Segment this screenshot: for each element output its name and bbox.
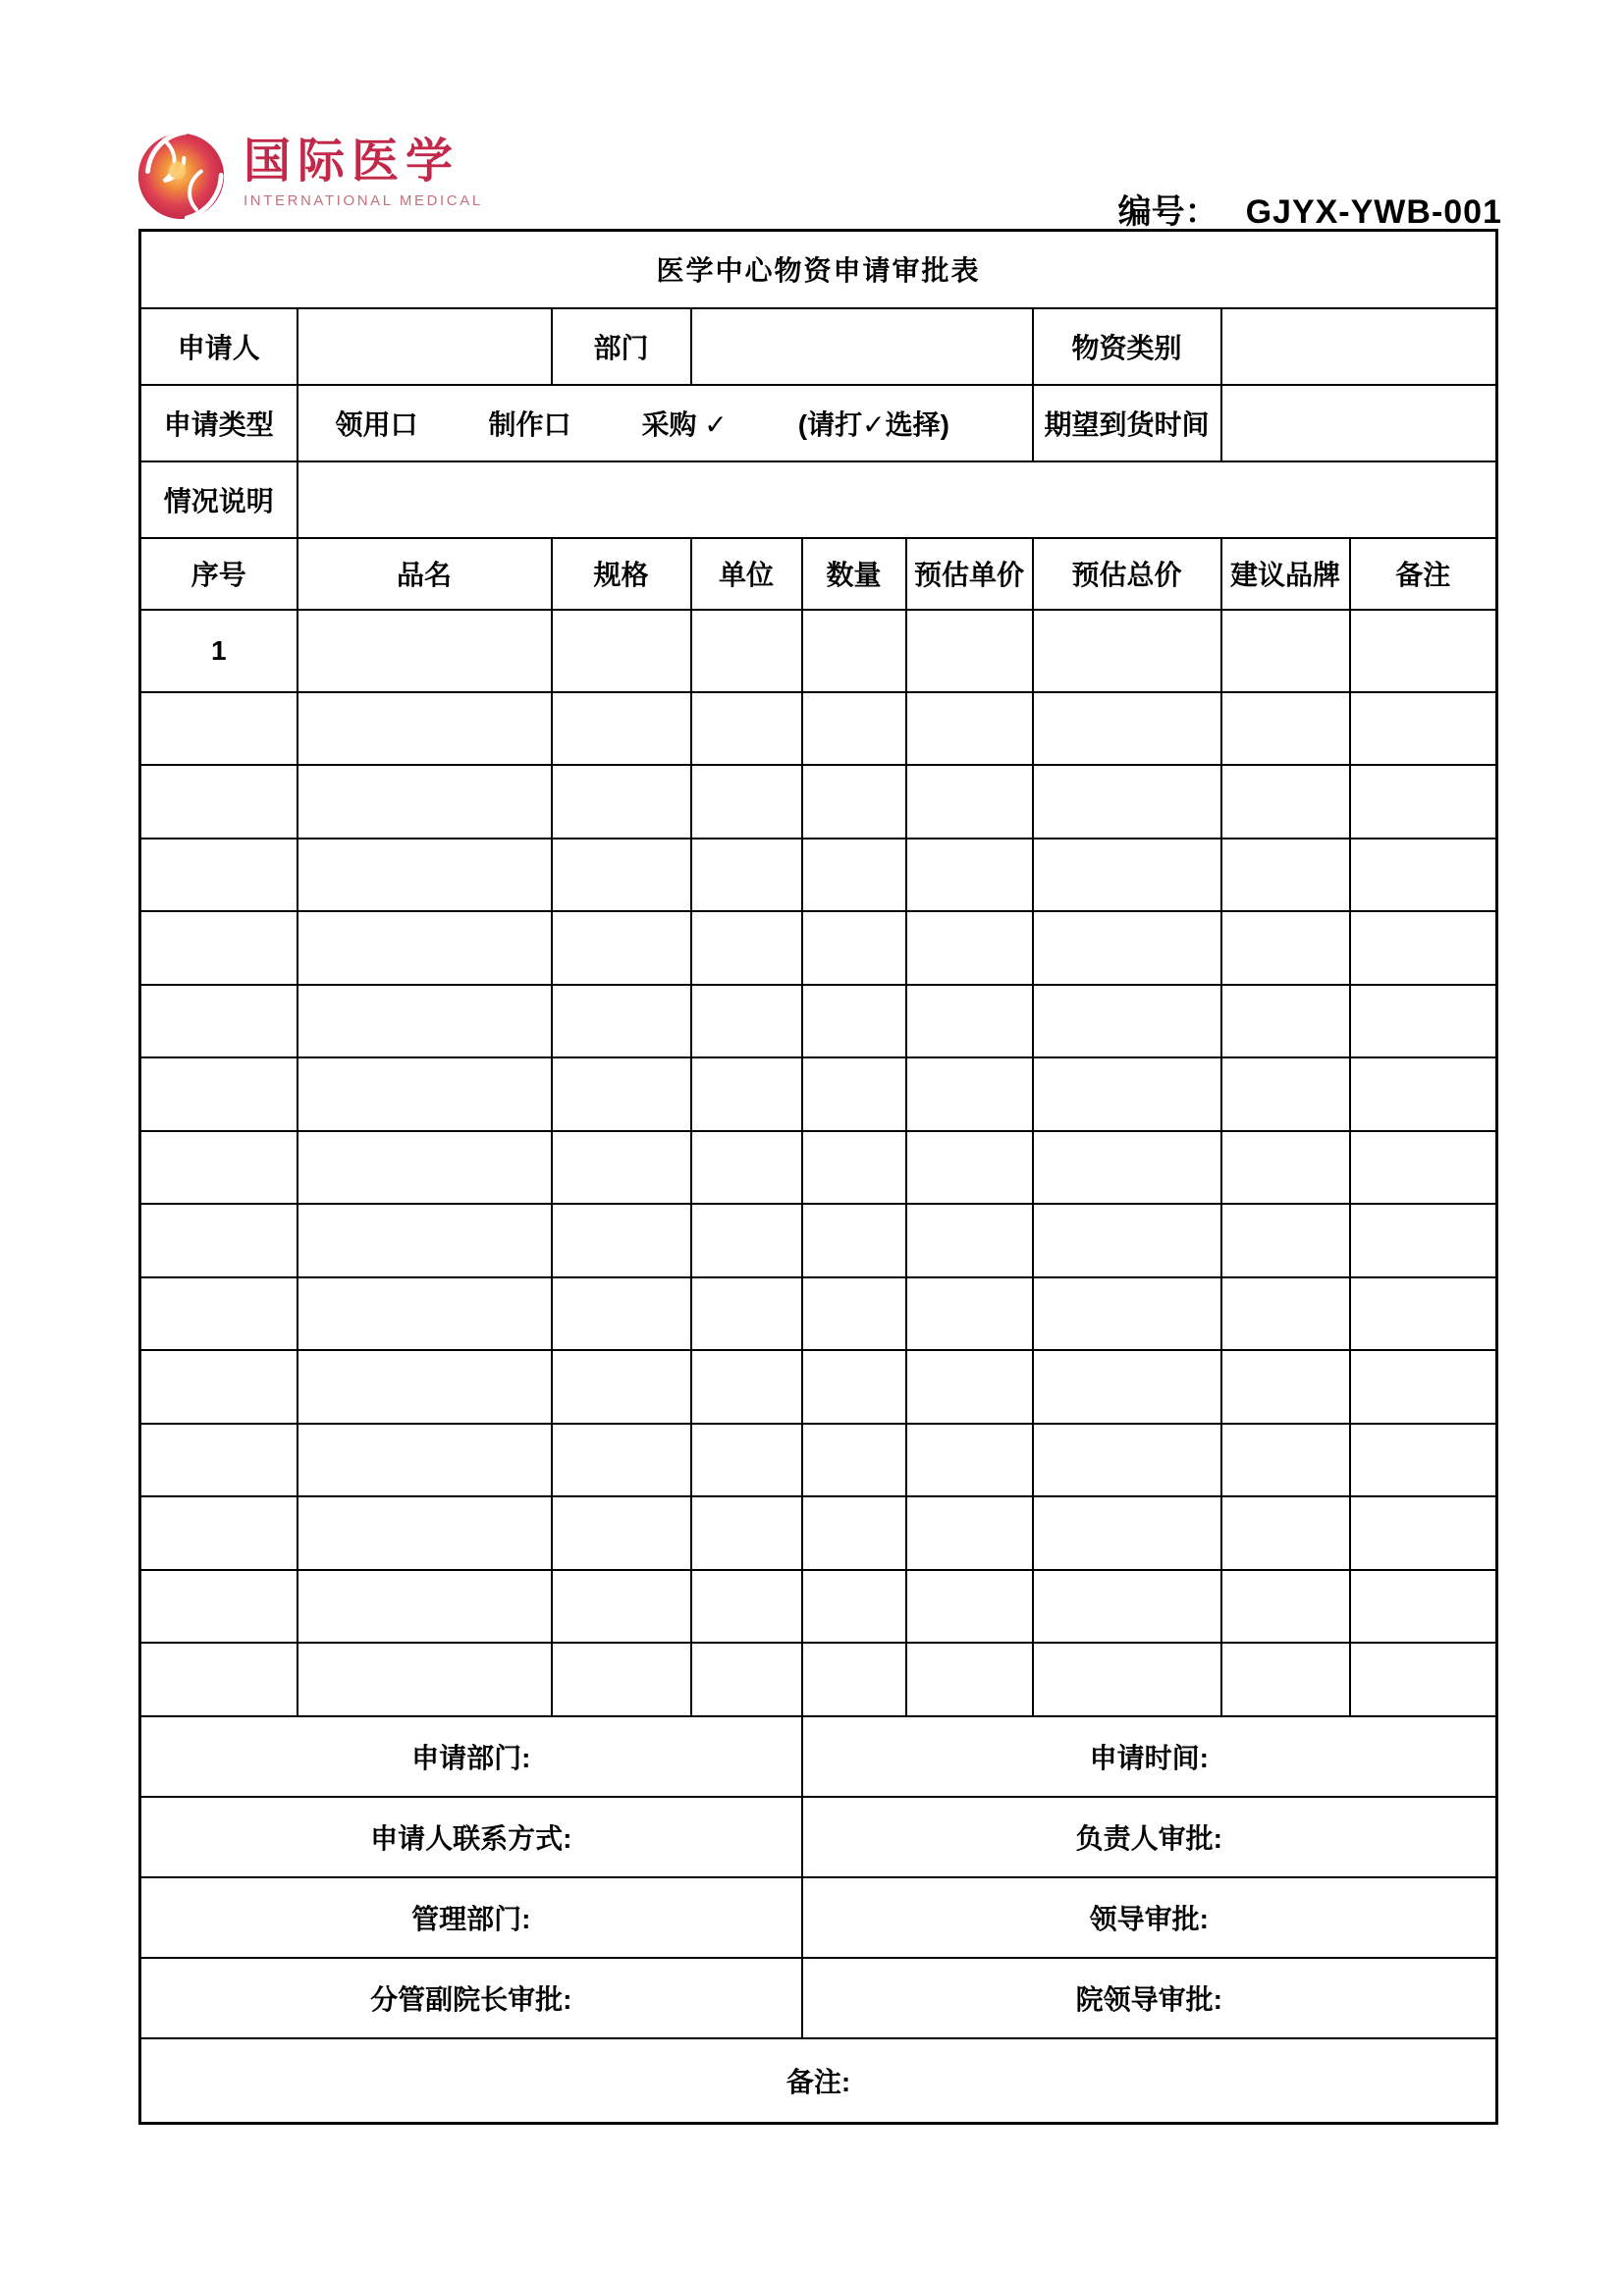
brand-logo bbox=[133, 126, 483, 221]
item-cell bbox=[1350, 1570, 1497, 1644]
item-cell bbox=[140, 911, 298, 985]
option-collect: 领用口 bbox=[335, 408, 418, 440]
logo-text-en: INTERNATIONAL MEDICAL bbox=[244, 192, 483, 210]
option-hint: (请打✓选择) bbox=[797, 408, 949, 440]
item-cell bbox=[1350, 1643, 1497, 1716]
item-cell bbox=[298, 1057, 552, 1131]
item-cell bbox=[298, 1424, 552, 1497]
item-cell bbox=[552, 985, 691, 1058]
item-cell bbox=[1350, 1204, 1497, 1277]
item-cell bbox=[298, 1131, 552, 1205]
item-cell bbox=[140, 1350, 298, 1424]
item-cell bbox=[1033, 1570, 1221, 1644]
item-cell bbox=[552, 692, 691, 766]
item-cell bbox=[1221, 839, 1350, 912]
item-row bbox=[140, 1496, 1497, 1570]
item-row bbox=[140, 1350, 1497, 1424]
item-cell bbox=[906, 610, 1033, 692]
item-row bbox=[140, 839, 1497, 912]
item-cell bbox=[298, 692, 552, 766]
item-cell bbox=[140, 1424, 298, 1497]
item-cell bbox=[1221, 692, 1350, 766]
item-cell bbox=[1350, 985, 1497, 1058]
item-cell bbox=[802, 610, 906, 692]
item-cell bbox=[802, 1204, 906, 1277]
item-cell bbox=[802, 911, 906, 985]
applicant-field bbox=[298, 308, 552, 385]
option-make: 制作口 bbox=[488, 408, 571, 440]
item-cell bbox=[691, 839, 802, 912]
item-cell bbox=[552, 911, 691, 985]
item-cell bbox=[140, 1496, 298, 1570]
item-cell bbox=[140, 1643, 298, 1716]
item-cell bbox=[906, 911, 1033, 985]
item-cell bbox=[906, 1643, 1033, 1716]
item-row bbox=[140, 985, 1497, 1058]
col-header-spec: 规格 bbox=[552, 538, 691, 610]
item-cell bbox=[552, 1277, 691, 1351]
item-cell bbox=[802, 765, 906, 839]
item-cell bbox=[140, 1204, 298, 1277]
item-cell bbox=[552, 1204, 691, 1277]
item-cell bbox=[1350, 1350, 1497, 1424]
item-cell bbox=[802, 1424, 906, 1497]
item-cell bbox=[1033, 610, 1221, 692]
applicant-label: 申请人 bbox=[140, 308, 298, 385]
item-cell bbox=[298, 1570, 552, 1644]
department-field bbox=[691, 308, 1033, 385]
item-cell bbox=[691, 911, 802, 985]
doc-no-value: GJYX-YWB-001 bbox=[1245, 193, 1502, 231]
item-cell bbox=[906, 1424, 1033, 1497]
item-cell bbox=[1350, 1057, 1497, 1131]
item-serial: 1 bbox=[140, 610, 298, 692]
document-number bbox=[1118, 185, 1502, 233]
material-category-field bbox=[1221, 308, 1497, 385]
item-cell bbox=[552, 1570, 691, 1644]
management-department-label: 管理部门: bbox=[140, 1877, 802, 1958]
apply-department-label: 申请部门: bbox=[140, 1716, 802, 1797]
item-cell bbox=[1033, 692, 1221, 766]
item-cell bbox=[1221, 1057, 1350, 1131]
remark-label: 备注: bbox=[140, 2038, 1497, 2124]
form-top bbox=[140, 231, 1497, 610]
item-cell bbox=[691, 1570, 802, 1644]
col-header-est-unit-price: 预估单价 bbox=[906, 538, 1033, 610]
item-cell bbox=[906, 1277, 1033, 1351]
item-cell bbox=[1350, 1496, 1497, 1570]
item-row bbox=[140, 1424, 1497, 1497]
items-header-row bbox=[140, 538, 1497, 610]
option-purchase-checked: 采购 ✓ bbox=[641, 408, 728, 440]
situation-label: 情况说明 bbox=[140, 461, 298, 538]
item-cell bbox=[552, 1424, 691, 1497]
item-cell bbox=[1033, 1496, 1221, 1570]
item-cell bbox=[552, 1496, 691, 1570]
item-cell bbox=[802, 839, 906, 912]
item-cell bbox=[140, 985, 298, 1058]
item-cell bbox=[1221, 1277, 1350, 1351]
item-cell bbox=[691, 765, 802, 839]
item-cell bbox=[691, 692, 802, 766]
item-cell bbox=[140, 692, 298, 766]
item-cell bbox=[691, 985, 802, 1058]
brand-text bbox=[244, 137, 483, 209]
item-cell bbox=[906, 1131, 1033, 1205]
item-cell bbox=[1221, 610, 1350, 692]
item-cell bbox=[906, 765, 1033, 839]
item-cell bbox=[691, 1643, 802, 1716]
item-cell bbox=[552, 1350, 691, 1424]
item-cell bbox=[1033, 1277, 1221, 1351]
col-header-name: 品名 bbox=[298, 538, 552, 610]
item-cell bbox=[1221, 1204, 1350, 1277]
col-header-remark: 备注 bbox=[1350, 538, 1497, 610]
item-cell bbox=[140, 1057, 298, 1131]
item-cell bbox=[691, 1131, 802, 1205]
item-cell bbox=[1350, 839, 1497, 912]
hospital-leader-approval-label: 院领导审批: bbox=[802, 1958, 1497, 2038]
item-cell bbox=[1350, 692, 1497, 766]
manager-approval-label: 负责人审批: bbox=[802, 1797, 1497, 1877]
situation-field bbox=[298, 461, 1497, 538]
phoenix-logo-icon bbox=[133, 126, 228, 221]
item-cell bbox=[1221, 911, 1350, 985]
item-cell bbox=[298, 839, 552, 912]
item-cell bbox=[906, 692, 1033, 766]
item-cell bbox=[1033, 839, 1221, 912]
item-cell bbox=[140, 1570, 298, 1644]
item-cell bbox=[802, 985, 906, 1058]
item-cell bbox=[802, 692, 906, 766]
item-cell bbox=[906, 839, 1033, 912]
item-cell bbox=[552, 1643, 691, 1716]
item-cell bbox=[1221, 1350, 1350, 1424]
item-cell bbox=[1033, 1204, 1221, 1277]
item-cell bbox=[691, 1057, 802, 1131]
item-cell bbox=[298, 1277, 552, 1351]
material-category-label: 物资类别 bbox=[1033, 308, 1221, 385]
item-cell bbox=[1221, 1643, 1350, 1716]
col-header-qty: 数量 bbox=[802, 538, 906, 610]
item-cell bbox=[1033, 985, 1221, 1058]
request-type-label: 申请类型 bbox=[140, 385, 298, 461]
item-cell bbox=[1033, 1057, 1221, 1131]
item-row bbox=[140, 692, 1497, 766]
item-cell bbox=[1221, 765, 1350, 839]
item-cell bbox=[906, 1350, 1033, 1424]
item-cell bbox=[298, 1496, 552, 1570]
item-cell bbox=[140, 839, 298, 912]
item-cell bbox=[1350, 1424, 1497, 1497]
item-cell bbox=[906, 1570, 1033, 1644]
item-cell bbox=[1221, 985, 1350, 1058]
item-row bbox=[140, 911, 1497, 985]
logo-text-cn: 国际医学 bbox=[244, 135, 460, 188]
item-cell bbox=[298, 610, 552, 692]
item-cell bbox=[552, 839, 691, 912]
item-cell bbox=[140, 765, 298, 839]
item-cell bbox=[1033, 911, 1221, 985]
item-row bbox=[140, 1570, 1497, 1644]
item-cell bbox=[1350, 1277, 1497, 1351]
item-cell bbox=[802, 1131, 906, 1205]
item-cell bbox=[691, 1204, 802, 1277]
item-cell bbox=[691, 610, 802, 692]
item-cell bbox=[298, 985, 552, 1058]
item-cell bbox=[1221, 1131, 1350, 1205]
col-header-unit: 单位 bbox=[691, 538, 802, 610]
item-cell bbox=[140, 1131, 298, 1205]
item-cell bbox=[140, 1277, 298, 1351]
material-request-form-table bbox=[138, 229, 1498, 2125]
item-cell bbox=[1033, 765, 1221, 839]
item-cell bbox=[691, 1277, 802, 1351]
item-cell bbox=[802, 1643, 906, 1716]
item-row bbox=[140, 1277, 1497, 1351]
item-cell bbox=[906, 1057, 1033, 1131]
col-header-est-total: 预估总价 bbox=[1033, 538, 1221, 610]
item-cell bbox=[552, 1131, 691, 1205]
leader-approval-label: 领导审批: bbox=[802, 1877, 1497, 1958]
item-row bbox=[140, 1131, 1497, 1205]
item-row bbox=[140, 1204, 1497, 1277]
item-cell bbox=[1221, 1570, 1350, 1644]
item-cell bbox=[1350, 765, 1497, 839]
item-cell bbox=[1033, 1424, 1221, 1497]
item-row bbox=[140, 610, 1497, 692]
applicant-contact-label: 申请人联系方式: bbox=[140, 1797, 802, 1877]
item-cell bbox=[802, 1350, 906, 1424]
item-row bbox=[140, 1643, 1497, 1716]
item-row bbox=[140, 1057, 1497, 1131]
request-type-options-cell bbox=[298, 385, 1033, 461]
item-cell bbox=[1221, 1496, 1350, 1570]
item-cell bbox=[298, 1350, 552, 1424]
doc-no-label: 编号： bbox=[1117, 193, 1218, 231]
department-label: 部门 bbox=[552, 308, 691, 385]
vice-president-approval-label: 分管副院长审批: bbox=[140, 1958, 802, 2038]
item-cell bbox=[906, 985, 1033, 1058]
item-cell bbox=[1350, 911, 1497, 985]
item-cell bbox=[298, 911, 552, 985]
col-header-serial: 序号 bbox=[140, 538, 298, 610]
item-cell bbox=[1221, 1424, 1350, 1497]
item-cell bbox=[691, 1350, 802, 1424]
item-cell bbox=[298, 1643, 552, 1716]
items-body bbox=[140, 610, 1497, 1716]
item-cell bbox=[298, 1204, 552, 1277]
item-cell bbox=[1033, 1643, 1221, 1716]
item-cell bbox=[802, 1277, 906, 1351]
expected-arrival-field bbox=[1221, 385, 1497, 461]
item-cell bbox=[691, 1496, 802, 1570]
item-cell bbox=[802, 1496, 906, 1570]
item-cell bbox=[906, 1496, 1033, 1570]
item-cell bbox=[802, 1057, 906, 1131]
item-cell bbox=[552, 610, 691, 692]
item-cell bbox=[1350, 610, 1497, 692]
form-footer bbox=[140, 1716, 1497, 2124]
form-title: 医学中心物资申请审批表 bbox=[140, 231, 1497, 308]
item-cell bbox=[1033, 1350, 1221, 1424]
item-cell bbox=[1350, 1131, 1497, 1205]
item-cell bbox=[298, 765, 552, 839]
item-cell bbox=[1033, 1131, 1221, 1205]
expected-arrival-label: 期望到货时间 bbox=[1033, 385, 1221, 461]
item-cell bbox=[691, 1424, 802, 1497]
col-header-brand: 建议品牌 bbox=[1221, 538, 1350, 610]
item-cell bbox=[906, 1204, 1033, 1277]
item-cell bbox=[552, 765, 691, 839]
item-cell bbox=[802, 1570, 906, 1644]
apply-time-label: 申请时间: bbox=[802, 1716, 1497, 1797]
item-row bbox=[140, 765, 1497, 839]
item-cell bbox=[552, 1057, 691, 1131]
